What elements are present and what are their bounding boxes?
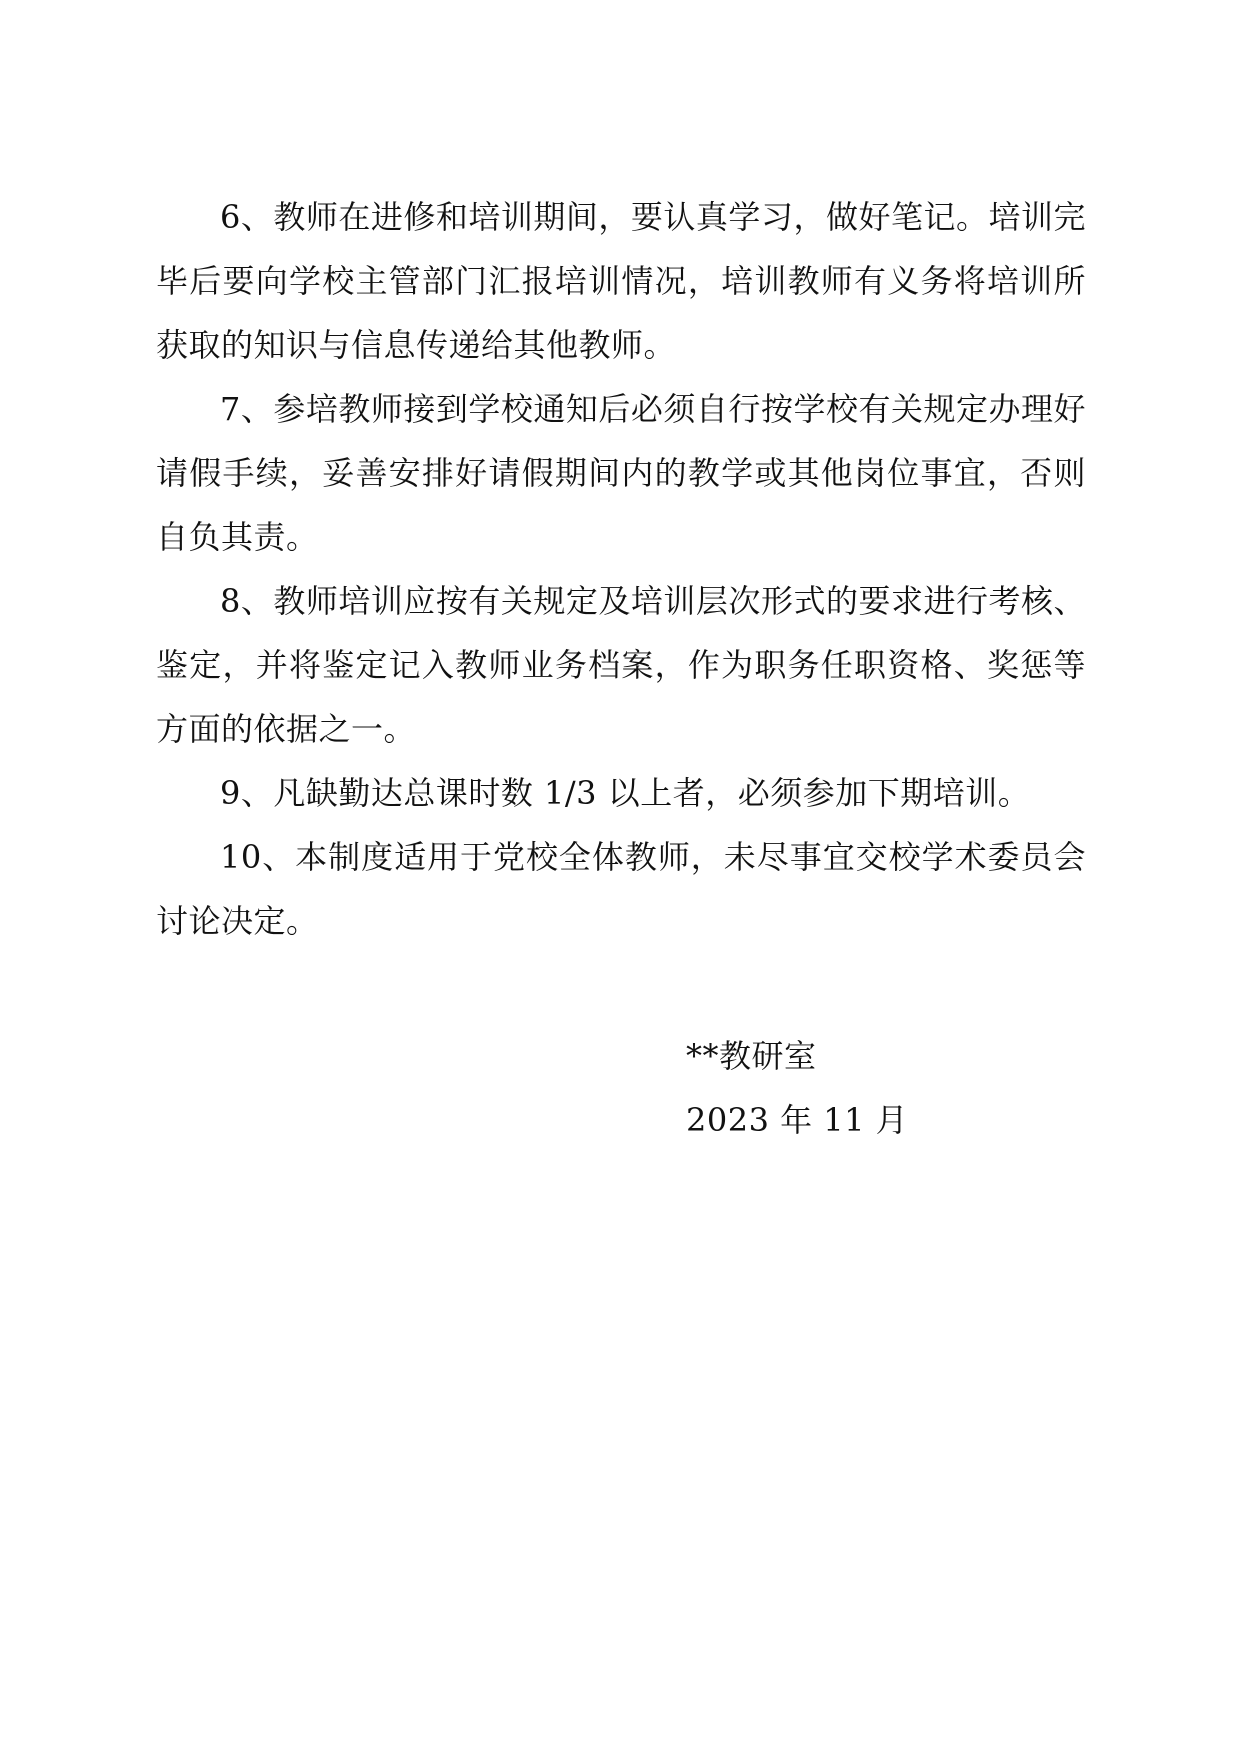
paragraph-item-7: 7、参培教师接到学校通知后必须自行按学校有关规定办理好请假手续，妥善安排好请假期间内的教学或其他岗位事宜，否则自负其责。 [156,390,1086,556]
paragraph-item-10: 10、本制度适用于党校全体教师，未尽事宜交校学术委员会讨论决定。 [156,838,1086,940]
paragraph-item-9: 9、凡缺勤达总课时数 1/3 以上者，必须参加下期培训。 [220,774,1031,812]
signature-organization: **教研室 [686,1037,817,1075]
paragraph-item-6: 6、教师在进修和培训期间，要认真学习，做好笔记。培训完毕后要向学校主管部门汇报培训情况，培训教师有义务将培训所获取的知识与信息传递给其他教师。 [156,198,1086,364]
document-body [156,185,1086,953]
paragraph-item-8: 8、教师培训应按有关规定及培训层次形式的要求进行考核、鉴定，并将鉴定记入教师业务档案，作为职务任职资格、奖惩等方面的依据之一。 [156,582,1086,748]
signature-date: 2023 年 11 月 [686,1101,909,1139]
signature-block [686,1024,1086,1152]
